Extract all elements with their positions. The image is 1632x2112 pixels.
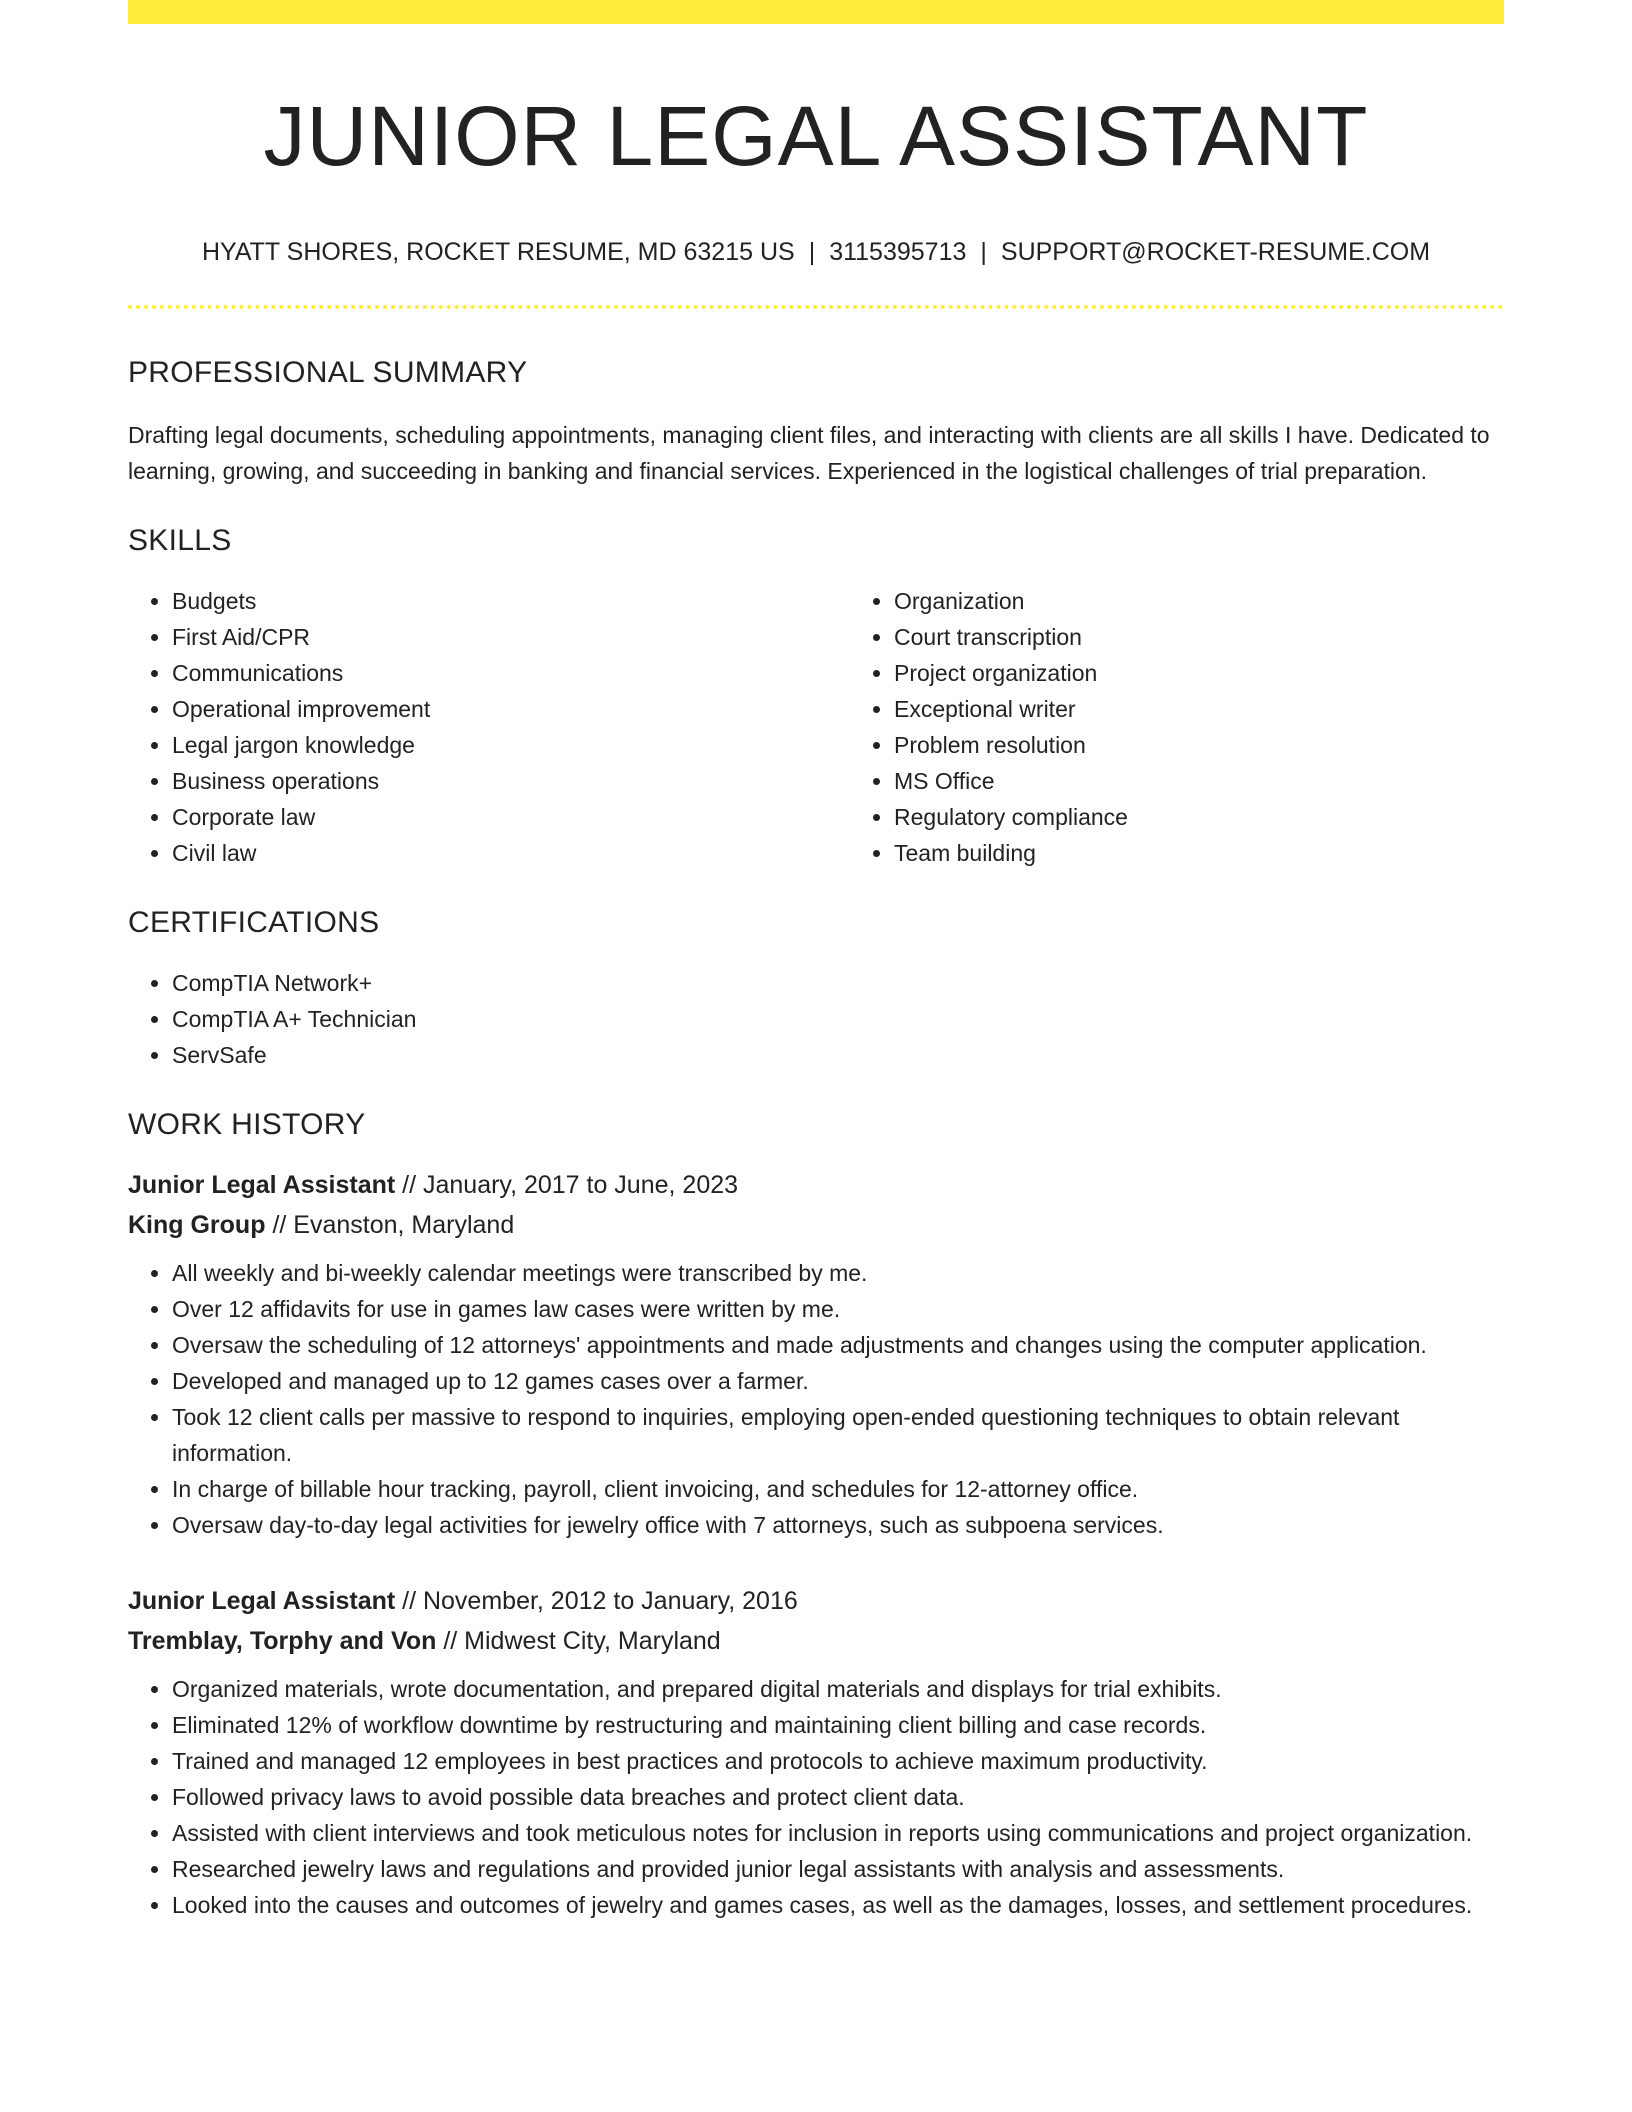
job-location: // Midwest City, Maryland bbox=[443, 1627, 721, 1655]
skills-heading: SKILLS bbox=[128, 524, 232, 557]
job-location: // Evanston, Maryland bbox=[272, 1211, 515, 1239]
skill-item: • Regulatory compliance bbox=[894, 799, 1572, 835]
skills-list-right bbox=[850, 583, 1572, 871]
certification-item: • CompTIA Network+ bbox=[172, 965, 1504, 1001]
certifications-list bbox=[128, 965, 1504, 1073]
skill-item: • Team building bbox=[894, 835, 1572, 871]
summary-section bbox=[128, 353, 1504, 489]
job-duty: • Assisted with client interviews and took meticulous notes for inclusion in reports using communications and project organization. bbox=[172, 1815, 1504, 1851]
job-duty: • Looked into the causes and outcomes of jewelry and games cases, as well as the damages, losses, and settlement procedures. bbox=[172, 1887, 1504, 1923]
contact-address: HYATT SHORES, ROCKET RESUME, MD 63215 US bbox=[201, 238, 795, 266]
job-dates: // November, 2012 to January, 2016 bbox=[402, 1587, 798, 1615]
job-duty: • Researched jewelry laws and regulations and provided junior legal assistants with analysis and assessments. bbox=[172, 1851, 1504, 1887]
skill-item: • Corporate law bbox=[172, 799, 850, 835]
job-duty: • Developed and managed up to 12 games cases over a farmer. bbox=[172, 1363, 1504, 1399]
certifications-section bbox=[128, 903, 1504, 1073]
work-history-heading: WORK HISTORY bbox=[128, 1108, 366, 1141]
resume-page bbox=[128, 0, 1504, 1923]
job-duty: • Oversaw day-to-day legal activities for jewelry office with 7 attorneys, such as subpoena services. bbox=[172, 1507, 1504, 1543]
skill-item: • Budgets bbox=[172, 583, 850, 619]
summary-text: Drafting legal documents, scheduling appointments, managing client files, and interacting with clients are all skills I have. Dedicated to learning, growing, and succeeding in banking and financial services. Experienced in the logistical challenges of trial preparation. bbox=[128, 422, 1490, 484]
job-duty: • Trained and managed 12 employees in best practices and protocols to achieve maximum productivity. bbox=[172, 1743, 1504, 1779]
job-duty: • Oversaw the scheduling of 12 attorneys' appointments and made adjustments and changes using the computer application. bbox=[172, 1327, 1504, 1363]
skill-item: • Court transcription bbox=[894, 619, 1572, 655]
skills-section bbox=[128, 521, 1504, 871]
skill-item: • First Aid/CPR bbox=[172, 619, 850, 655]
skill-item: • Legal jargon knowledge bbox=[172, 727, 850, 763]
skill-item: • MS Office bbox=[894, 763, 1572, 799]
skill-item: • Communications bbox=[172, 655, 850, 691]
job-company: Tremblay, Torphy and Von bbox=[128, 1627, 437, 1655]
job-duty: • In charge of billable hour tracking, payroll, client invoicing, and schedules for 12-attorney office. bbox=[172, 1471, 1504, 1507]
contact-line bbox=[128, 236, 1504, 268]
skills-grid bbox=[128, 561, 1504, 871]
contact-separator: | bbox=[808, 238, 816, 266]
skills-list-left bbox=[128, 583, 850, 871]
job-duty: • Followed privacy laws to avoid possible data breaches and protect client data. bbox=[172, 1779, 1504, 1815]
job-duties-list bbox=[128, 1255, 1504, 1543]
job-dates: // January, 2017 to June, 2023 bbox=[402, 1171, 739, 1199]
job-duty: • All weekly and bi-weekly calendar meetings were transcribed by me. bbox=[172, 1255, 1504, 1291]
job-company-line bbox=[128, 1205, 1504, 1245]
contact-separator: | bbox=[980, 238, 987, 266]
job-duty: • Organized materials, wrote documentation, and prepared digital materials and displays for trial exhibits. bbox=[172, 1671, 1504, 1707]
job-entry bbox=[128, 1165, 1504, 1543]
contact-email: SUPPORT@ROCKET-RESUME.COM bbox=[1000, 238, 1431, 266]
certification-item: • ServSafe bbox=[172, 1037, 1504, 1073]
header-divider bbox=[128, 305, 1504, 309]
skill-item: • Business operations bbox=[172, 763, 850, 799]
certifications-heading: CERTIFICATIONS bbox=[128, 906, 380, 939]
job-duty: • Took 12 client calls per massive to respond to inquiries, employing open-ended questioning techniques to obtain relevant information. bbox=[172, 1399, 1504, 1471]
skill-item: • Problem resolution bbox=[894, 727, 1572, 763]
job-duties-list bbox=[128, 1671, 1504, 1923]
job-company-line bbox=[128, 1621, 1504, 1661]
skill-item: • Organization bbox=[894, 583, 1572, 619]
certification-item: • CompTIA A+ Technician bbox=[172, 1001, 1504, 1037]
job-duty: • Over 12 affidavits for use in games law cases were written by me. bbox=[172, 1291, 1504, 1327]
skill-item: • Exceptional writer bbox=[894, 691, 1572, 727]
job-title: Junior Legal Assistant bbox=[128, 1587, 396, 1615]
job-duty: • Eliminated 12% of workflow downtime by restructuring and maintaining client billing and case records. bbox=[172, 1707, 1504, 1743]
summary-heading: PROFESSIONAL SUMMARY bbox=[128, 356, 528, 389]
skill-item: • Operational improvement bbox=[172, 691, 850, 727]
job-entry bbox=[128, 1581, 1504, 1923]
job-title-line bbox=[128, 1581, 1504, 1621]
skill-item: • Civil law bbox=[172, 835, 850, 871]
skill-item: • Project organization bbox=[894, 655, 1572, 691]
resume-title: JUNIOR LEGAL ASSISTANT bbox=[263, 89, 1369, 183]
job-title: Junior Legal Assistant bbox=[128, 1171, 396, 1199]
work-history-section bbox=[128, 1105, 1504, 1923]
job-company: King Group bbox=[128, 1211, 266, 1239]
job-title-line bbox=[128, 1165, 1504, 1205]
accent-bar bbox=[128, 0, 1504, 24]
contact-phone: 3115395713 bbox=[829, 238, 967, 266]
